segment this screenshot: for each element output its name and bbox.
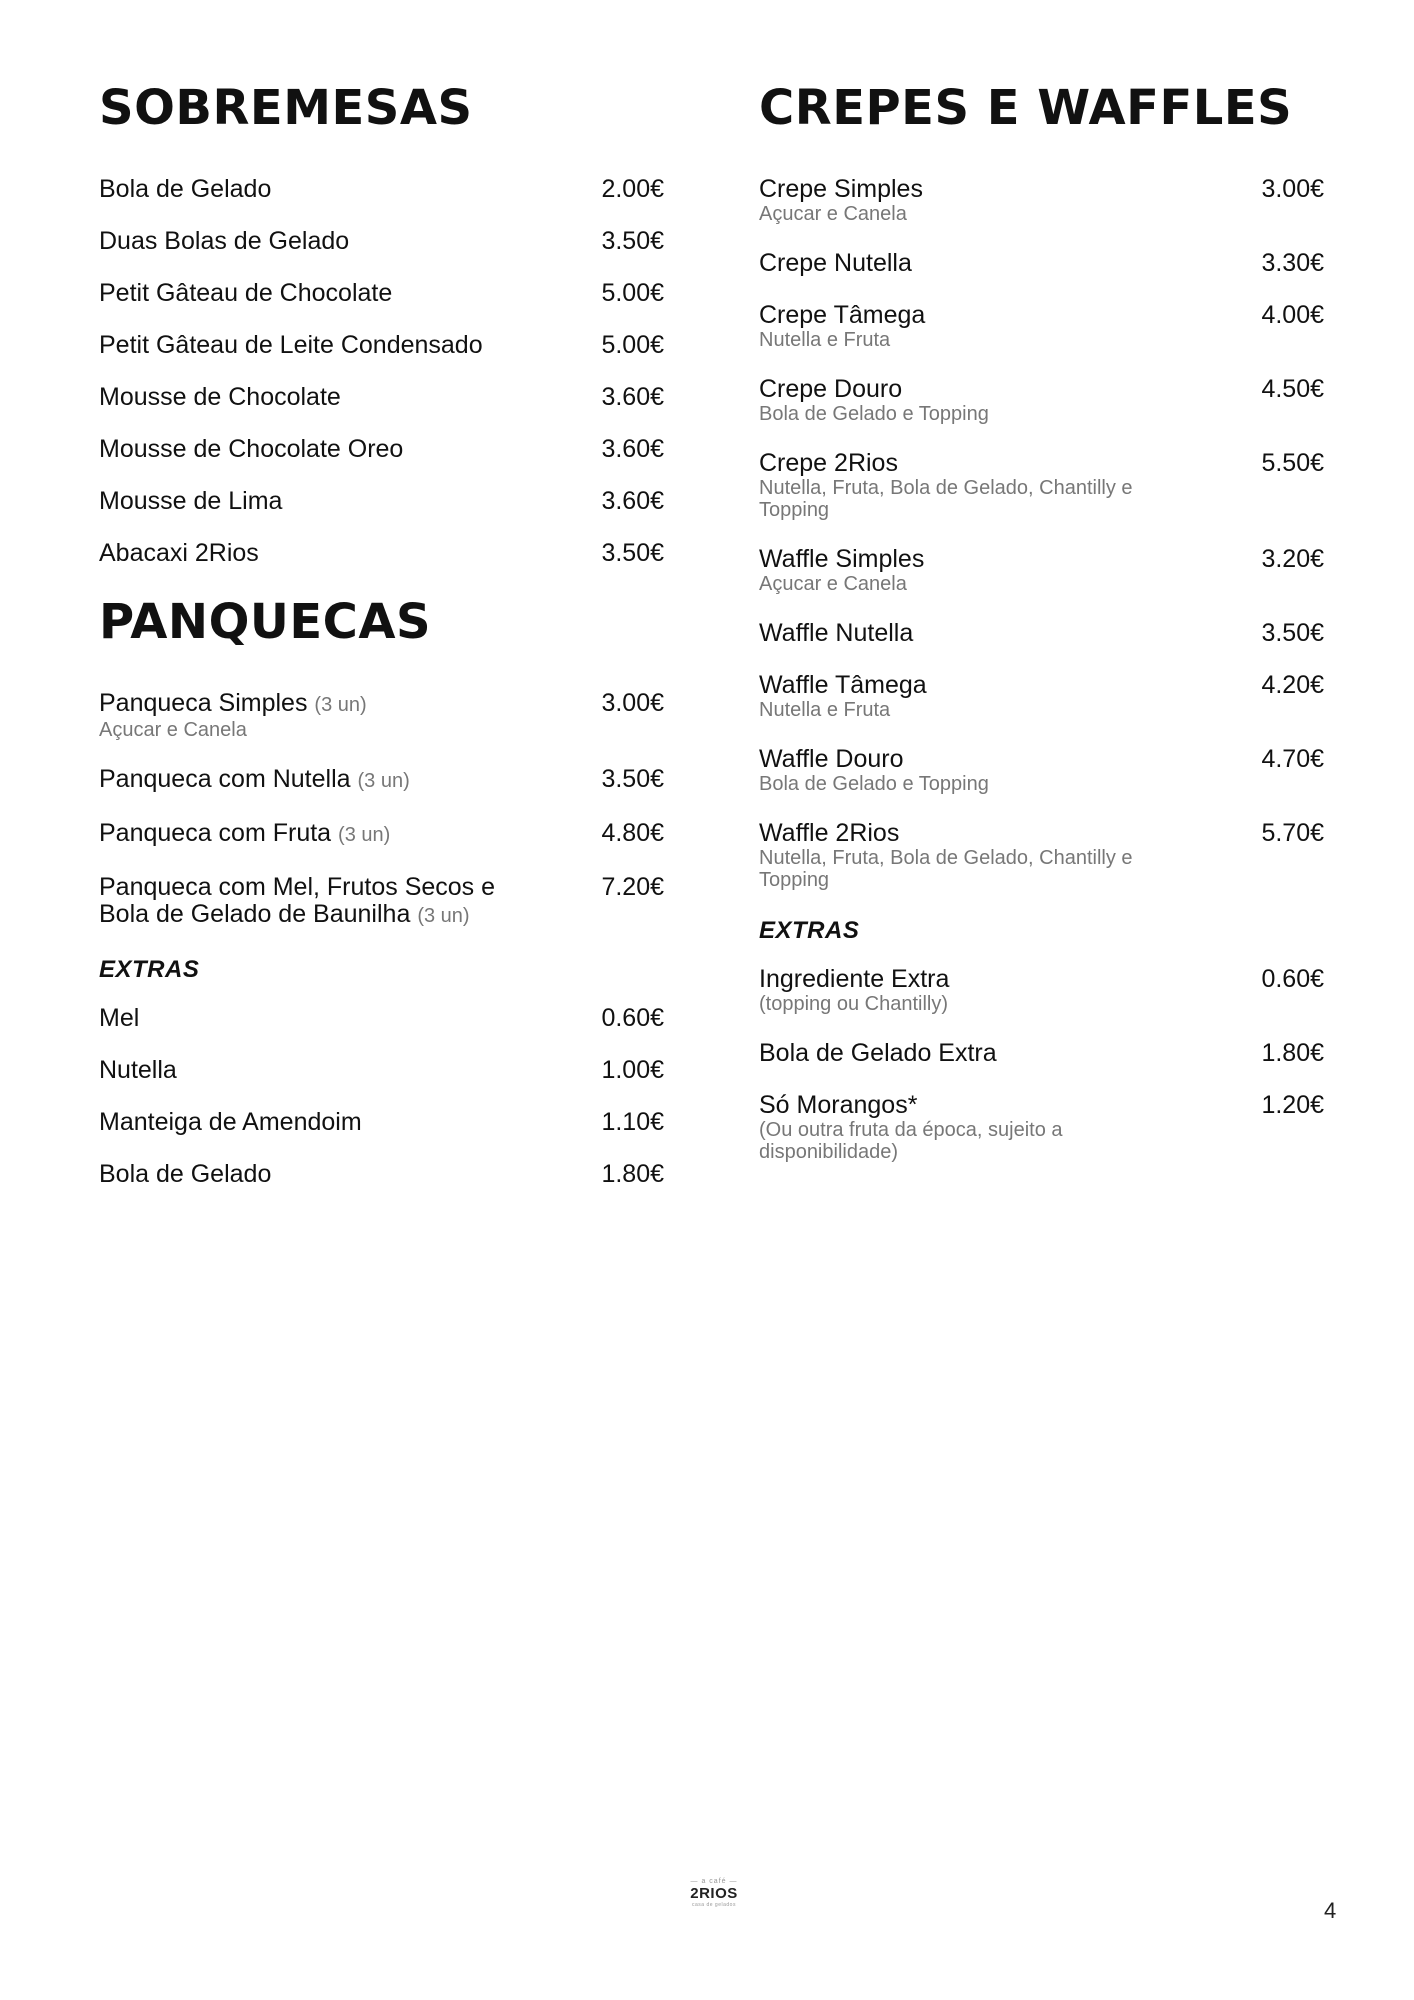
menu-item (99, 176, 664, 203)
crepes-waffles-list (759, 176, 1324, 891)
menu-item-price: 4.70€ (1261, 745, 1324, 773)
menu-item (99, 1109, 664, 1136)
menu-item-text (759, 302, 925, 351)
menu-item (99, 1005, 664, 1032)
menu-item-quantity: (3 un) (357, 770, 410, 792)
menu-item-name (99, 1161, 271, 1188)
menu-item-name (99, 384, 341, 411)
menu-item-description: Açucar e Canela (759, 203, 907, 225)
menu-item (759, 1092, 1324, 1163)
menu-item (759, 820, 1324, 891)
menu-item-price: 3.30€ (1261, 249, 1324, 277)
menu-item-name (99, 488, 282, 515)
menu-item-description: (Ou outra fruta da época, sujeito a disponibilidade) (759, 1119, 1063, 1163)
menu-item-text (99, 228, 349, 255)
menu-item-price: 5.70€ (1261, 819, 1324, 847)
menu-item-name (759, 820, 1189, 847)
menu-item-price: 5.50€ (1261, 449, 1324, 477)
menu-item-name-text: Waffle Tâmega (759, 671, 927, 699)
menu-item-name-text: Bola de Gelado Extra (759, 1039, 997, 1067)
menu-item-price: 2.00€ (601, 175, 664, 203)
menu-item-text (759, 450, 1189, 521)
logo-top-text: — a café — (690, 1878, 738, 1885)
menu-item-price: 3.50€ (601, 539, 664, 567)
menu-item-price: 1.80€ (601, 1160, 664, 1188)
menu-item-name-text: Crepe 2Rios (759, 449, 898, 477)
menu-item-text (99, 1005, 139, 1032)
menu-item (759, 620, 1324, 647)
menu-item (759, 302, 1324, 351)
menu-item (99, 820, 664, 849)
menu-item (99, 766, 664, 795)
panquecas-list (99, 690, 664, 930)
sobremesas-heading: SOBREMESAS (99, 80, 473, 136)
crepes-extras-list (759, 966, 1324, 1163)
right-column (759, 78, 1324, 1188)
crepes-extras-heading: EXTRAS (759, 917, 860, 944)
menu-item-name (99, 874, 529, 930)
menu-item-text (99, 874, 529, 930)
menu-item-name (759, 302, 925, 329)
menu-item-name-text: Panqueca com Fruta (99, 819, 332, 847)
menu-item-text (99, 1057, 177, 1084)
menu-item-name (759, 450, 1189, 477)
menu-item-text (99, 436, 403, 463)
menu-item-description: Nutella e Fruta (759, 699, 891, 721)
menu-item-name-text: Nutella (99, 1056, 177, 1084)
menu-item-text (759, 746, 989, 795)
menu-item-name (99, 820, 390, 849)
menu-item-price: 3.00€ (1261, 175, 1324, 203)
menu-item-text (759, 620, 913, 647)
menu-item (99, 1161, 664, 1188)
menu-item (99, 874, 664, 930)
menu-item (99, 332, 664, 359)
menu-item-price: 5.00€ (601, 279, 664, 307)
menu-item-name (759, 672, 927, 699)
menu-item-name-text: Waffle Douro (759, 745, 904, 773)
menu-item-quantity: (3 un) (338, 824, 391, 846)
menu-item-price: 4.00€ (1261, 301, 1324, 329)
menu-item (759, 672, 1324, 721)
menu-item-text (99, 1109, 362, 1136)
menu-item-price: 3.00€ (601, 689, 664, 717)
menu-item-name (99, 332, 483, 359)
menu-item-name (99, 766, 410, 795)
menu-item-name (759, 746, 989, 773)
menu-item (759, 546, 1324, 595)
menu-item-text (759, 546, 924, 595)
menu-item-text (99, 820, 390, 849)
menu-item-name-text: Panqueca com Nutella (99, 765, 351, 793)
menu-item-price: 0.60€ (601, 1004, 664, 1032)
menu-item-description: (topping ou Chantilly) (759, 993, 948, 1015)
logo-tagline: casa de gelados (692, 1902, 736, 1908)
menu-item-price: 5.00€ (601, 331, 664, 359)
menu-item-name-text: Crepe Douro (759, 375, 903, 403)
menu-item-description: Açucar e Canela (759, 573, 907, 595)
menu-item-text (99, 280, 392, 307)
menu-item-name-text: Crepe Tâmega (759, 301, 926, 329)
menu-item-name-text: Panqueca Simples (99, 689, 308, 717)
menu-item-name-text: Bola de Gelado (99, 175, 272, 203)
menu-item-price: 3.20€ (1261, 545, 1324, 573)
panquecas-heading: PANQUECAS (99, 594, 432, 650)
menu-item-name-text: Manteiga de Amendoim (99, 1108, 362, 1136)
logo-brand-text: 2RIOS (690, 1885, 738, 1902)
menu-item-name-text: Abacaxi 2Rios (99, 539, 259, 567)
menu-item-name-text: Crepe Simples (759, 175, 923, 203)
menu-item-name (759, 546, 924, 573)
menu-item-name-text: Mousse de Chocolate (99, 383, 341, 411)
menu-item-text (99, 332, 483, 359)
menu-item-price: 3.60€ (601, 435, 664, 463)
menu-item-name (99, 1109, 362, 1136)
menu-item (759, 250, 1324, 277)
menu-item-text (759, 1040, 997, 1067)
menu-item-description: Nutella, Fruta, Bola de Gelado, Chantilly e Topping (759, 477, 1133, 521)
menu-item-text (759, 376, 989, 425)
menu-item (99, 488, 664, 515)
crepes-waffles-heading: CREPES E WAFFLES (759, 80, 1293, 136)
menu-item-price: 3.50€ (601, 765, 664, 793)
menu-item-text (99, 690, 367, 741)
panquecas-extras-list (99, 1005, 664, 1188)
menu-item-price: 0.60€ (1261, 965, 1324, 993)
menu-item-name (759, 966, 949, 993)
menu-item-quantity: (3 un) (417, 905, 470, 927)
menu-item-name-text: Crepe Nutella (759, 249, 912, 277)
menu-item-name-text: Mousse de Chocolate Oreo (99, 435, 404, 463)
menu-item-name-text: Panqueca com Mel, Frutos Secos e Bola de Gelado de Baunilha (99, 873, 496, 928)
menu-item-name-text: Ingrediente Extra (759, 965, 950, 993)
panquecas-extras-heading: EXTRAS (99, 956, 200, 983)
menu-item-name (759, 620, 913, 647)
brand-logo (684, 1878, 744, 1920)
menu-item (759, 1040, 1324, 1067)
menu-item (99, 384, 664, 411)
menu-item-price: 4.80€ (601, 819, 664, 847)
menu-item-price: 1.20€ (1261, 1091, 1324, 1119)
menu-item-text (759, 820, 1189, 891)
menu-item-name (99, 1005, 139, 1032)
menu-item-price: 1.80€ (1261, 1039, 1324, 1067)
menu-item-name-text: Petit Gâteau de Chocolate (99, 279, 393, 307)
menu-item (99, 690, 664, 741)
menu-item (759, 966, 1324, 1015)
menu-item-price: 7.20€ (601, 873, 664, 901)
menu-item-text (759, 966, 949, 1015)
menu-item-price: 3.50€ (1261, 619, 1324, 647)
menu-item-name-text: Mousse de Lima (99, 487, 283, 515)
menu-item-text (759, 176, 923, 225)
menu-item-description: Nutella e Fruta (759, 329, 891, 351)
menu-item-name-text: Bola de Gelado (99, 1160, 272, 1188)
menu-item-price: 1.10€ (601, 1108, 664, 1136)
menu-item-description: Açucar e Canela (99, 719, 247, 741)
menu-item-description: Bola de Gelado e Topping (759, 403, 989, 425)
menu-item-text (99, 1161, 271, 1188)
menu-item (99, 540, 664, 567)
menu-item-price: 3.60€ (601, 383, 664, 411)
menu-item (99, 1057, 664, 1084)
menu-item-description: Bola de Gelado e Topping (759, 773, 989, 795)
menu-item-price: 4.20€ (1261, 671, 1324, 699)
menu-item-name (759, 1092, 1189, 1119)
menu-item-name (99, 280, 392, 307)
menu-item (99, 436, 664, 463)
menu-item-name (99, 228, 349, 255)
menu-item-name (759, 376, 989, 403)
menu-item-text (759, 250, 912, 277)
page-number: 4 (1324, 1898, 1337, 1923)
menu-item-price: 1.00€ (601, 1056, 664, 1084)
menu-item-text (759, 672, 927, 721)
menu-item (759, 746, 1324, 795)
menu-item-name (99, 176, 271, 203)
menu-item-text (99, 488, 282, 515)
menu-item-name (99, 1057, 177, 1084)
menu-item (99, 228, 664, 255)
menu-item-name (99, 540, 259, 567)
menu-item-text (99, 540, 259, 567)
menu-item-text (759, 1092, 1189, 1163)
menu-item (759, 376, 1324, 425)
menu-item-name-text: Waffle Simples (759, 545, 925, 573)
menu-item-name-text: Waffle 2Rios (759, 819, 900, 847)
menu-item-name (99, 690, 367, 719)
menu-item-description: Nutella, Fruta, Bola de Gelado, Chantilly e Topping (759, 847, 1133, 891)
menu-item-text (99, 176, 271, 203)
menu-item-name (759, 250, 912, 277)
sobremesas-list (99, 176, 664, 567)
menu-item-quantity: (3 un) (314, 694, 367, 716)
menu-item-name-text: Mel (99, 1004, 140, 1032)
menu-item-price: 4.50€ (1261, 375, 1324, 403)
menu-item-name-text: Só Morangos* (759, 1091, 918, 1119)
menu-item-price: 3.60€ (601, 487, 664, 515)
menu-item-name (759, 1040, 997, 1067)
menu-item (99, 280, 664, 307)
menu-item-text (99, 384, 341, 411)
menu-item-price: 3.50€ (601, 227, 664, 255)
menu-item (759, 450, 1324, 521)
menu-item-text (99, 766, 410, 795)
menu-item-name-text: Waffle Nutella (759, 619, 914, 647)
left-column (99, 78, 664, 1213)
menu-item-name (759, 176, 923, 203)
menu-item-name-text: Duas Bolas de Gelado (99, 227, 350, 255)
menu-item-name (99, 436, 403, 463)
menu-item-name-text: Petit Gâteau de Leite Condensado (99, 331, 483, 359)
menu-item (759, 176, 1324, 225)
